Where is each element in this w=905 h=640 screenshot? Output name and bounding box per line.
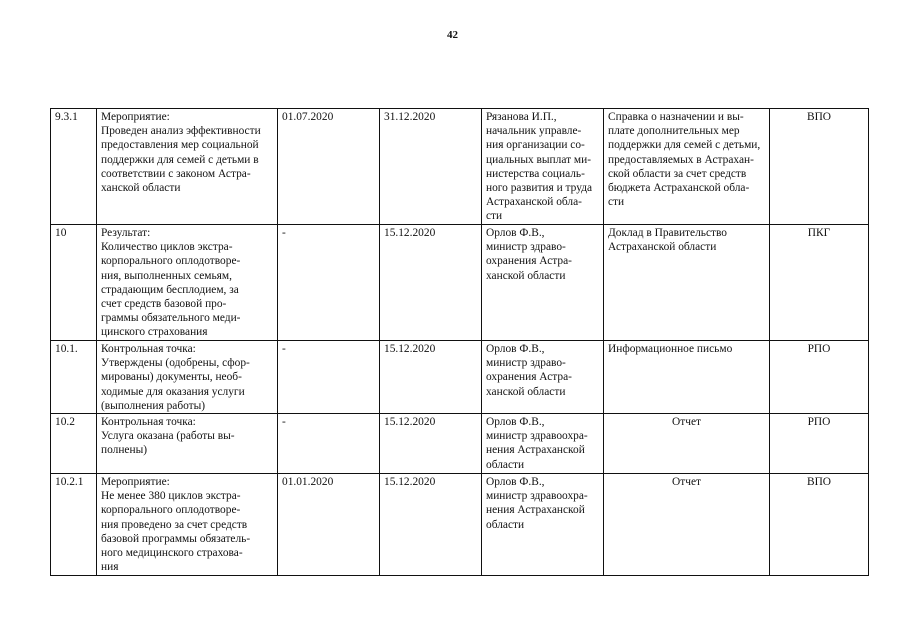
responsible-line: области: [486, 518, 525, 531]
responsible-line: нения Астраханской: [486, 504, 585, 517]
description-line: Мероприятие:: [101, 111, 170, 123]
responsible-line: нистерства социаль-: [486, 167, 585, 180]
item-number: 10.2.1: [51, 474, 97, 576]
responsible-line: ного развития и труда: [486, 182, 593, 195]
result-document: [604, 225, 770, 341]
responsible-line: министр здравоохра-: [486, 430, 588, 443]
table-row: [51, 341, 869, 414]
control-level: ВПО: [770, 474, 869, 576]
item-description: [97, 109, 278, 225]
document-line: Отчет: [672, 476, 701, 489]
result-document: [604, 474, 770, 576]
control-level: РПО: [770, 341, 869, 414]
document-line: Справка о назначении и вы-: [608, 111, 744, 123]
description-line: соответствии с законом Астра-: [101, 167, 251, 180]
responsible-line: сти: [486, 210, 503, 223]
description-line: корпорального оплодотворе-: [101, 504, 241, 517]
description-line: ния: [101, 561, 119, 574]
document-line: Астраханской области: [608, 241, 717, 254]
document-line: Информационное письмо: [608, 343, 733, 355]
result-document: [604, 341, 770, 414]
description-line: ния, выполненных семьям,: [101, 269, 232, 282]
document-line: поддержки для семей с детьми,: [608, 139, 761, 152]
responsible-line: Орлов Ф.В.,: [486, 416, 545, 429]
description-line: мированы) документы, необ-: [101, 371, 242, 384]
start-date: 01.01.2020: [278, 474, 380, 576]
responsible-line: министр здравоохра-: [486, 490, 588, 503]
document-line: плате дополнительных мер: [608, 125, 740, 138]
document-line: Доклад в Правительство: [608, 227, 728, 239]
document-line: сти: [608, 196, 625, 209]
responsible-line: циальных выплат ми-: [486, 153, 592, 166]
responsible: [482, 109, 604, 225]
description-line: Не менее 380 циклов экстра-: [101, 490, 241, 503]
item-description: [97, 474, 278, 576]
description-line: (выполнения работы): [101, 399, 206, 412]
item-description: [97, 225, 278, 341]
start-date: -: [278, 341, 380, 414]
description-line: ного медицинского страхова-: [101, 547, 243, 560]
table-row: [51, 225, 869, 341]
description-line: страдающим бесплодием, за: [101, 283, 239, 296]
description-line: поддержки для семей с детьми в: [101, 153, 259, 166]
item-number: 9.3.1: [51, 109, 97, 225]
end-date: 31.12.2020: [380, 109, 482, 225]
responsible-line: министр здраво-: [486, 241, 566, 254]
description-line: Услуга оказана (работы вы-: [101, 430, 235, 443]
responsible: [482, 414, 604, 474]
responsible: [482, 225, 604, 341]
end-date: 15.12.2020: [380, 474, 482, 576]
responsible-line: ния организации со-: [486, 139, 585, 152]
item-number: 10.2: [51, 414, 97, 474]
description-line: корпорального оплодотворе-: [101, 255, 241, 268]
responsible-line: Орлов Ф.В.,: [486, 476, 545, 489]
end-date: 15.12.2020: [380, 225, 482, 341]
description-line: Мероприятие:: [101, 476, 170, 489]
description-line: Результат:: [101, 227, 151, 239]
responsible-line: нения Астраханской: [486, 444, 585, 457]
description-line: ходимые для оказания услуги: [101, 385, 245, 398]
control-level: ВПО: [770, 109, 869, 225]
control-level: РПО: [770, 414, 869, 474]
item-number: 10: [51, 225, 97, 341]
description-line: счет средств базовой про-: [101, 298, 227, 311]
end-date: 15.12.2020: [380, 414, 482, 474]
description-line: цинского страхования: [101, 326, 208, 339]
plan-table: [50, 108, 869, 576]
description-line: полнены): [101, 444, 148, 457]
document-line: предоставляемых в Астрахан-: [608, 153, 754, 166]
responsible-line: области: [486, 458, 525, 471]
responsible-line: министр здраво-: [486, 357, 566, 370]
responsible: [482, 341, 604, 414]
responsible-line: ханской области: [486, 385, 566, 398]
responsible-line: охранения Астра-: [486, 371, 572, 384]
page-number: 42: [447, 29, 458, 41]
document-line: бюджета Астраханской обла-: [608, 182, 750, 195]
description-line: ния проведено за счет средств: [101, 518, 248, 531]
responsible: [482, 474, 604, 576]
description-line: Проведен анализ эффективности: [101, 125, 261, 138]
start-date: 01.07.2020: [278, 109, 380, 225]
start-date: -: [278, 414, 380, 474]
description-line: Количество циклов экстра-: [101, 241, 233, 254]
description-line: ханской области: [101, 182, 181, 195]
responsible-line: Орлов Ф.В.,: [486, 227, 545, 239]
table-row: [51, 414, 869, 474]
control-level: ПКГ: [770, 225, 869, 341]
end-date: 15.12.2020: [380, 341, 482, 414]
table-row: [51, 109, 869, 225]
result-document: [604, 414, 770, 474]
description-line: Контрольная точка:: [101, 416, 196, 429]
responsible-line: охранения Астра-: [486, 255, 572, 268]
description-line: граммы обязательного меди-: [101, 312, 241, 325]
responsible-line: начальник управле-: [486, 125, 582, 138]
table-row: [51, 474, 869, 576]
description-line: Контрольная точка:: [101, 343, 196, 355]
responsible-line: Рязанова И.П.,: [486, 111, 557, 123]
description-line: Утверждены (одобрены, сфор-: [101, 357, 250, 370]
item-description: [97, 414, 278, 474]
item-description: [97, 341, 278, 414]
responsible-line: Орлов Ф.В.,: [486, 343, 545, 355]
document-line: Отчет: [672, 416, 701, 429]
item-number: 10.1.: [51, 341, 97, 414]
result-document: [604, 109, 770, 225]
responsible-line: ханской области: [486, 269, 566, 282]
start-date: -: [278, 225, 380, 341]
description-line: предоставления мер социальной: [101, 139, 259, 152]
responsible-line: Астраханской обла-: [486, 196, 582, 209]
description-line: базовой программы обязатель-: [101, 532, 251, 545]
document-line: ской области за счет средств: [608, 167, 747, 180]
